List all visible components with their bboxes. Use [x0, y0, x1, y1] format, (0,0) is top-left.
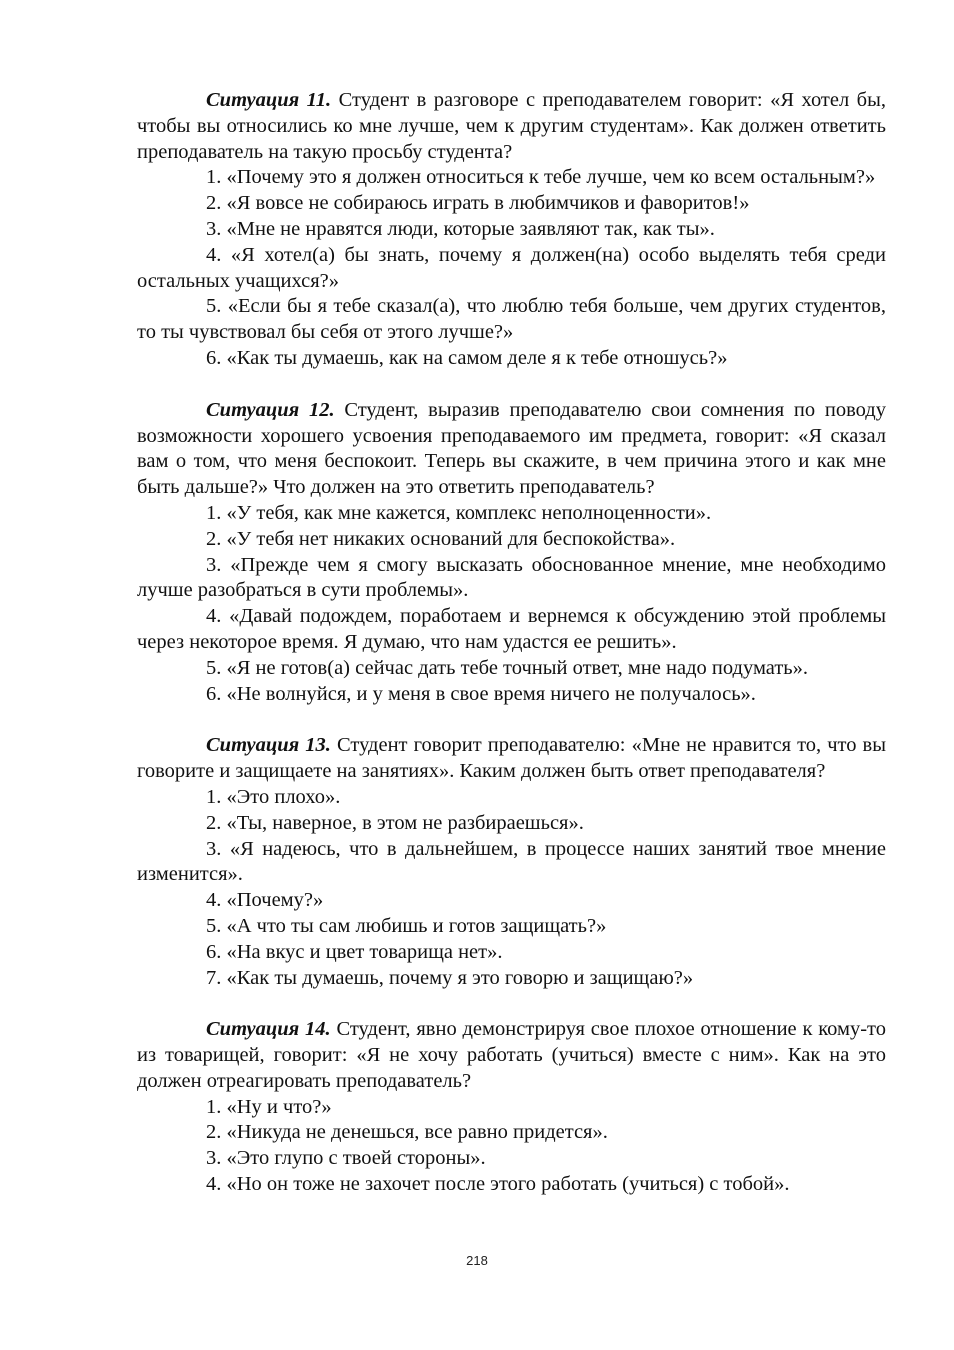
- answer-option: 6. «Как ты думаешь, как на самом деле я к тебе отношусь?»: [206, 346, 728, 369]
- answer-option: 4. «Я хотел(а) бы знать, почему я должен(на) особо выделять тебя среди остальных учащихся?»: [137, 243, 886, 292]
- situation-intro: [137, 88, 886, 165]
- situation-intro: [137, 398, 886, 501]
- answer-option: 1. «Это плохо».: [206, 785, 341, 808]
- answer-option: 2. «Я вовсе не собираюсь играть в любимчиков и фаворитов!»: [206, 192, 750, 215]
- situation-13: [137, 733, 886, 991]
- page-body: [137, 88, 886, 1224]
- situation-title: Ситуация 14.: [206, 1018, 331, 1041]
- situation-intro: [137, 733, 886, 785]
- answer-option: 7. «Как ты думаешь, почему я это говорю и защищаю?»: [206, 966, 694, 989]
- answer-option: 2. «Ты, наверное, в этом не разбираешься».: [206, 811, 584, 834]
- answer-option: 4. «Но он тоже не захочет после этого работать (учиться) с тобой».: [206, 1173, 790, 1196]
- situation-title: Ситуация 11.: [206, 89, 332, 111]
- answer-option: 6. «Не волнуйся, и у меня в свое время ничего не получалось».: [206, 682, 756, 705]
- situation-title: Ситуация 13.: [206, 734, 331, 757]
- situation-text: Студент, явно демонстрируя свое плохое отношение к кому-то из товарищей, говорит: «Я не хочу работать (учиться) вместе с ним». Как на это должен отреагировать преподаватель?: [137, 1018, 886, 1092]
- situation-12: [137, 398, 886, 708]
- answer-option: 5. «А что ты сам любишь и готов защищать?»: [206, 914, 607, 937]
- answer-option: 5. «Если бы я тебе сказал(а), что люблю тебя больше, чем других студентов, то ты чувствовал бы себя от этого лучше?»: [137, 295, 886, 344]
- situation-text: Студент говорит преподавателю: «Мне не нравится то, что вы говорите и защищаете на занятиях». Каким должен быть ответ преподавателя?: [137, 734, 886, 783]
- answer-option: 1. «Ну и что?»: [206, 1095, 332, 1118]
- situation-11: [137, 88, 886, 372]
- answer-option: 1. «У тебя, как мне кажется, комплекс неполноценности».: [206, 501, 712, 524]
- answer-option: 3. «Это глупо с твоей стороны».: [206, 1147, 486, 1170]
- answer-option: 3. «Я надеюсь, что в дальнейшем, в процессе наших занятий твое мнение изменится».: [137, 837, 886, 886]
- situation-14: [137, 1017, 886, 1198]
- answer-option: 3. «Прежде чем я смогу высказать обоснованное мнение, мне необходимо лучше разобраться в сути проблемы».: [137, 553, 886, 602]
- answer-option: 2. «Никуда не денешься, все равно придется».: [206, 1121, 608, 1144]
- answer-option: 2. «У тебя нет никаких оснований для беспокойства».: [206, 527, 676, 550]
- situation-intro: [137, 1017, 886, 1094]
- page-number: 218: [466, 1253, 488, 1268]
- situation-title: Ситуация 12.: [206, 398, 335, 421]
- answer-option: 5. «Я не готов(а) сейчас дать тебе точный ответ, мне надо подумать».: [206, 656, 809, 679]
- answer-option: 4. «Давай подождем, поработаем и вернемся к обсуждению этой проблемы через некоторое время. Я думаю, что нам удастся ее решить».: [137, 605, 886, 653]
- answer-option: 4. «Почему?»: [206, 889, 324, 912]
- situation-text: Студент в разговоре с преподавателем говорит: «Я хотел бы, чтобы вы относились ко мне лучше, чем к другим студентам». Как должен ответить преподаватель на такую просьбу студента?: [137, 89, 886, 163]
- situation-text: Студент, выразив преподавателю свои сомнения по поводу возможности хорошего усвоения преподаваемого им предмета, говорит: «Я сказал вам о том, что меня беспокоит. Теперь вы скажите, в чем причина этого и как мне быть дальше?» Что должен на это ответить преподаватель?: [137, 398, 886, 499]
- answer-option: 6. «На вкус и цвет товарища нет».: [206, 940, 503, 963]
- answer-option: 3. «Мне не нравятся люди, которые заявляют так, как ты».: [206, 217, 715, 240]
- answer-option: 1. «Почему это я должен относиться к тебе лучше, чем ко всем остальным?»: [206, 166, 876, 189]
